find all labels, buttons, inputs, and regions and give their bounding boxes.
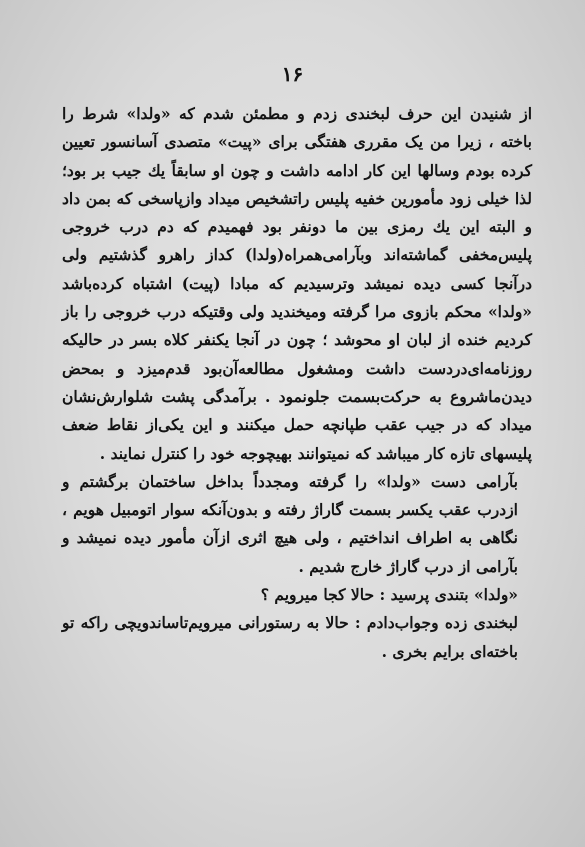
page-text [62, 100, 532, 666]
paragraph: لبخندی زده وجواب‌دادم : حالا به رستورانی میرویم‌تاساندویچی راکه تو باخته‌ای برایم بخری . [62, 613, 518, 661]
page-number: ۱۶ [281, 62, 304, 86]
paragraph: بآرامی دست «ولدا» را گرفته ومجدداً بداخل ساختمان برگشتم و ازدرب عقب یکسر بسمت گاراژ رفته و بدون‌آنکه سوار اتومبیل هویم ، نگاهی به اطراف انداختیم ، ولی هیچ اثری ازآن مأمور دیده نمیشد و بآرامی از درب گاراژ خارج شدیم . [62, 471, 518, 576]
paragraph: «ولدا» بتندی پرسید : حالا کجا میرویم ؟ [260, 585, 518, 605]
paragraph: از شنیدن این حرف لبخندی زدم و مطمئن شدم که «ولدا» شرط را باخته ، زیرا من یک مقرری هفتگی برای «پیت» متصدی آسانسور تعیین کرده بودم وسالها این کار ادامه داشت و چون او سابقاً یك جیب بر بود؛ لذا خیلی زود مأمورین خفیه پلیس راتشخیص میداد وازپاسخی که بمن داد و البته این یك رمزی بین ما دونفر بود فهمیدم که دم درب خروجی پلیس‌مخفی گماشته‌اند وبآرامی‌همراه(ولدا) کداز راهرو گذشتیم ولی درآنجا کسی دیده نمیشد وترسیدیم که مبادا (پیت) اشتباه کرده‌باشد «ولدا» محکم بازوی مرا گرفته ومیخندید ولی وقتیکه درب خروجی را باز کردیم خنده از لبان او محوشد ؛ چون در آنجا یکنفر کلاه بسر در حالیکه روزنامه‌ای‌دردست داشت ومشغول مطالعه‌آن‌بود قدم‌میزد و بمحض دیدن‌ماشروع به حرکت‌بسمت جلونمود . برآمدگی پشت شلوارش‌نشان میداد که در جیب عقب طپانچه حمل میکنند و این یکی‌از نقاط ضعف پلیسهای تازه کار میباشد که نمیتوانند بهیچوجه خود را کنترل نمایند . [62, 104, 532, 463]
